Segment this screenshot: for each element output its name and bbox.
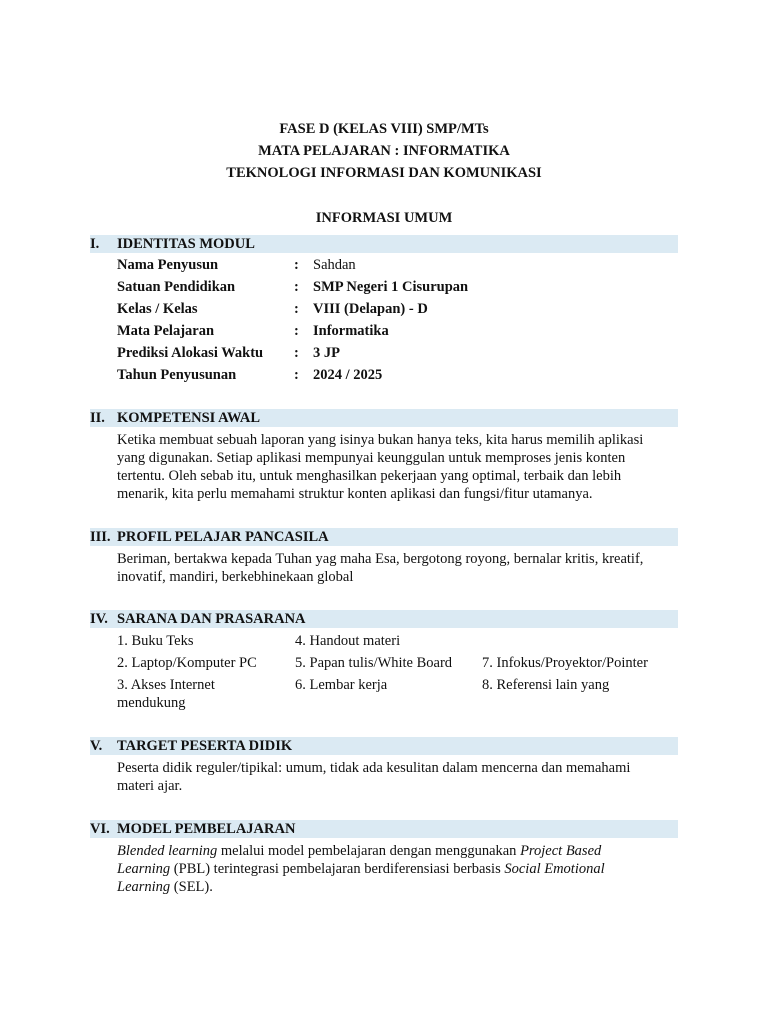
sarana-item-line: 3. Akses Internet — [117, 677, 215, 693]
section-heading — [90, 610, 678, 628]
identitas-value: VIII (Delapan) - D — [313, 301, 428, 317]
sarana-row — [117, 632, 678, 654]
section-title: TARGET PESERTA DIDIK — [117, 738, 293, 754]
section-title: PROFIL PELAJAR PANCASILA — [117, 529, 329, 545]
paragraph-line: menarik, kita perlu memahami struktur konten aplikasi dan fungsi/fitur utamanya. — [117, 486, 593, 502]
paragraph-line — [117, 860, 678, 878]
identitas-colon: : — [294, 279, 299, 295]
italic-term: Learning — [117, 879, 171, 895]
section-heading — [90, 820, 678, 838]
identitas-row — [117, 364, 678, 386]
sarana-item: 4. Handout materi — [295, 633, 401, 649]
sarana-item: 1. Buku Teks — [117, 633, 194, 649]
sarana-item: 8. Referensi lain yang — [482, 677, 610, 693]
identitas-colon: : — [294, 323, 299, 339]
profil-paragraph — [117, 550, 678, 586]
sarana-item: 6. Lembar kerja — [295, 677, 388, 693]
sarana-item — [117, 676, 287, 712]
header-line-2: MATA PELAJARAN : INFORMATIKA — [258, 143, 510, 159]
section-identitas-modul — [90, 235, 678, 386]
identitas-row — [117, 276, 678, 298]
paragraph-text: (PBL) terintegrasi pembelajaran berdiferensiasi berbasis — [170, 861, 505, 877]
section-heading — [90, 737, 678, 755]
identitas-label: Prediksi Alokasi Waktu — [117, 345, 264, 361]
paragraph-text: (SEL). — [170, 879, 213, 895]
paragraph-text: melalui model pembelajaran dengan menggunakan — [217, 843, 521, 859]
paragraph-line: materi ajar. — [117, 778, 183, 794]
identitas-row — [117, 342, 678, 364]
paragraph-line — [117, 878, 678, 896]
italic-term: Blended learning — [117, 843, 218, 859]
identitas-value: 2024 / 2025 — [313, 367, 383, 383]
identitas-value: 3 JP — [313, 345, 340, 361]
identitas-colon: : — [294, 345, 299, 361]
identitas-colon: : — [294, 367, 299, 383]
paragraph-line: Ketika membuat sebuah laporan yang isinya bukan hanya teks, kita harus memilih aplikasi — [117, 432, 644, 448]
italic-term: Social Emotional — [504, 861, 605, 877]
identitas-row — [117, 254, 678, 276]
section-number: V. — [90, 738, 103, 754]
section-title: SARANA DAN PRASARANA — [117, 611, 306, 627]
identitas-label: Satuan Pendidikan — [117, 279, 236, 295]
target-paragraph — [117, 759, 678, 795]
section-number: II. — [90, 410, 105, 426]
section-kompetensi-awal — [90, 409, 678, 503]
section-number: I. — [90, 236, 100, 252]
section-profil-pelajar — [90, 528, 678, 586]
section-subtitle: INFORMASI UMUM — [315, 210, 453, 226]
italic-term: Project Based — [520, 843, 602, 859]
paragraph-line: Beriman, bertakwa kepada Tuhan yag maha Esa, bergotong royong, bernalar kritis, kreatif, — [117, 551, 644, 567]
italic-term: Learning — [117, 861, 171, 877]
identitas-row — [117, 320, 678, 342]
paragraph-line: inovatif, mandiri, berkebhinekaan global — [117, 569, 354, 585]
section-heading — [90, 409, 678, 427]
identitas-table — [117, 254, 678, 386]
kompetensi-paragraph — [117, 431, 678, 503]
paragraph-line — [117, 842, 678, 860]
identitas-label: Mata Pelajaran — [117, 323, 215, 339]
section-number: III. — [90, 529, 111, 545]
paragraph-line: tertentu. Oleh sebab itu, untuk menghasilkan pekerjaan yang optimal, terbaik dan lebih — [117, 468, 622, 484]
section-number: VI. — [90, 821, 110, 837]
identitas-label: Nama Penyusun — [117, 257, 219, 273]
sarana-item: 2. Laptop/Komputer PC — [117, 655, 257, 671]
section-title: KOMPETENSI AWAL — [117, 410, 261, 426]
section-sarana-prasarana — [90, 610, 678, 712]
identitas-value: Sahdan — [313, 257, 356, 273]
identitas-label: Kelas / Kelas — [117, 301, 198, 317]
sarana-row — [117, 654, 678, 676]
sarana-list — [117, 632, 678, 712]
section-heading — [90, 528, 678, 546]
sarana-item-line: mendukung — [117, 695, 186, 711]
paragraph-line: yang digunakan. Setiap aplikasi mempunyai keunggulan untuk memproses jenis konten — [117, 450, 626, 466]
identitas-row — [117, 298, 678, 320]
section-number: IV. — [90, 611, 108, 627]
sarana-item: 5. Papan tulis/White Board — [295, 655, 453, 671]
sarana-row — [117, 676, 678, 712]
paragraph-line: Peserta didik reguler/tipikal: umum, tidak ada kesulitan dalam mencerna dan memahami — [117, 760, 631, 776]
section-title: MODEL PEMBELAJARAN — [117, 821, 296, 837]
section-target-peserta — [90, 737, 678, 795]
identitas-value: SMP Negeri 1 Cisurupan — [313, 279, 469, 295]
document-header — [0, 118, 768, 184]
sarana-item: 7. Infokus/Proyektor/Pointer — [482, 655, 648, 671]
section-model-pembelajaran — [90, 820, 678, 896]
model-paragraph — [117, 842, 678, 896]
identitas-label: Tahun Penyusunan — [117, 367, 237, 383]
section-title: IDENTITAS MODUL — [117, 236, 255, 252]
identitas-colon: : — [294, 301, 299, 317]
identitas-colon: : — [294, 257, 299, 273]
header-line-1: FASE D (KELAS VIII) SMP/MTs — [279, 121, 489, 137]
identitas-value: Informatika — [313, 323, 389, 339]
section-heading — [90, 235, 678, 253]
header-line-3: TEKNOLOGI INFORMASI DAN KOMUNIKASI — [226, 165, 542, 181]
